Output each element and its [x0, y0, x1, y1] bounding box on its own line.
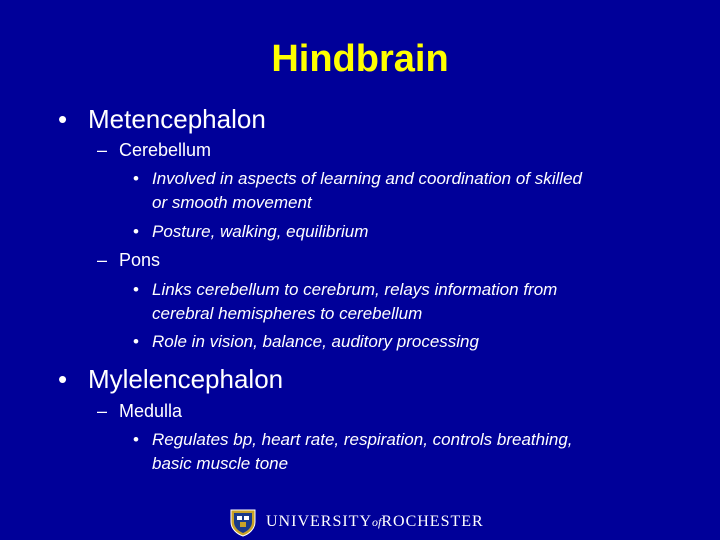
sub-text: Medulla	[119, 401, 183, 421]
bullet-text: Mylelencephalon	[88, 364, 284, 394]
university-logo	[228, 506, 484, 538]
bullet-mark: •	[58, 364, 68, 394]
point-text: Involved in aspects of learning and coordination of skilled	[152, 169, 582, 188]
point-continuation: or smooth movement	[152, 193, 312, 212]
university-name	[266, 513, 484, 531]
slide-title: Hindbrain	[271, 38, 449, 80]
university-name-part1: UNIVERSITY	[266, 513, 372, 530]
point-text: Regulates bp, heart rate, respiration, controls breathing,	[152, 430, 573, 449]
point-text: Links cerebellum to cerebrum, relays information from	[152, 280, 558, 299]
sub-text: Cerebellum	[119, 140, 212, 160]
point-continuation: cerebral hemispheres to cerebellum	[152, 304, 423, 323]
university-name-of: of	[372, 515, 382, 529]
point-continuation: basic muscle tone	[152, 454, 289, 473]
bullet-mark: •	[133, 169, 139, 188]
point-text: Role in vision, balance, auditory processing	[152, 332, 479, 351]
bullet-mark: •	[58, 104, 68, 134]
university-seal-icon	[228, 507, 258, 537]
bullet-mark: •	[133, 222, 139, 241]
university-name-part2: ROCHESTER	[381, 513, 484, 530]
sub-text: Pons	[119, 250, 161, 270]
bullet-mark: •	[133, 280, 139, 299]
point-text: Posture, walking, equilibrium	[152, 222, 369, 241]
bullet-text: Metencephalon	[88, 104, 266, 134]
bullet-mark: •	[133, 430, 139, 449]
dash-mark: –	[97, 140, 108, 160]
dash-mark: –	[97, 401, 108, 421]
dash-mark: –	[97, 250, 108, 270]
bullet-mark: •	[133, 332, 139, 351]
